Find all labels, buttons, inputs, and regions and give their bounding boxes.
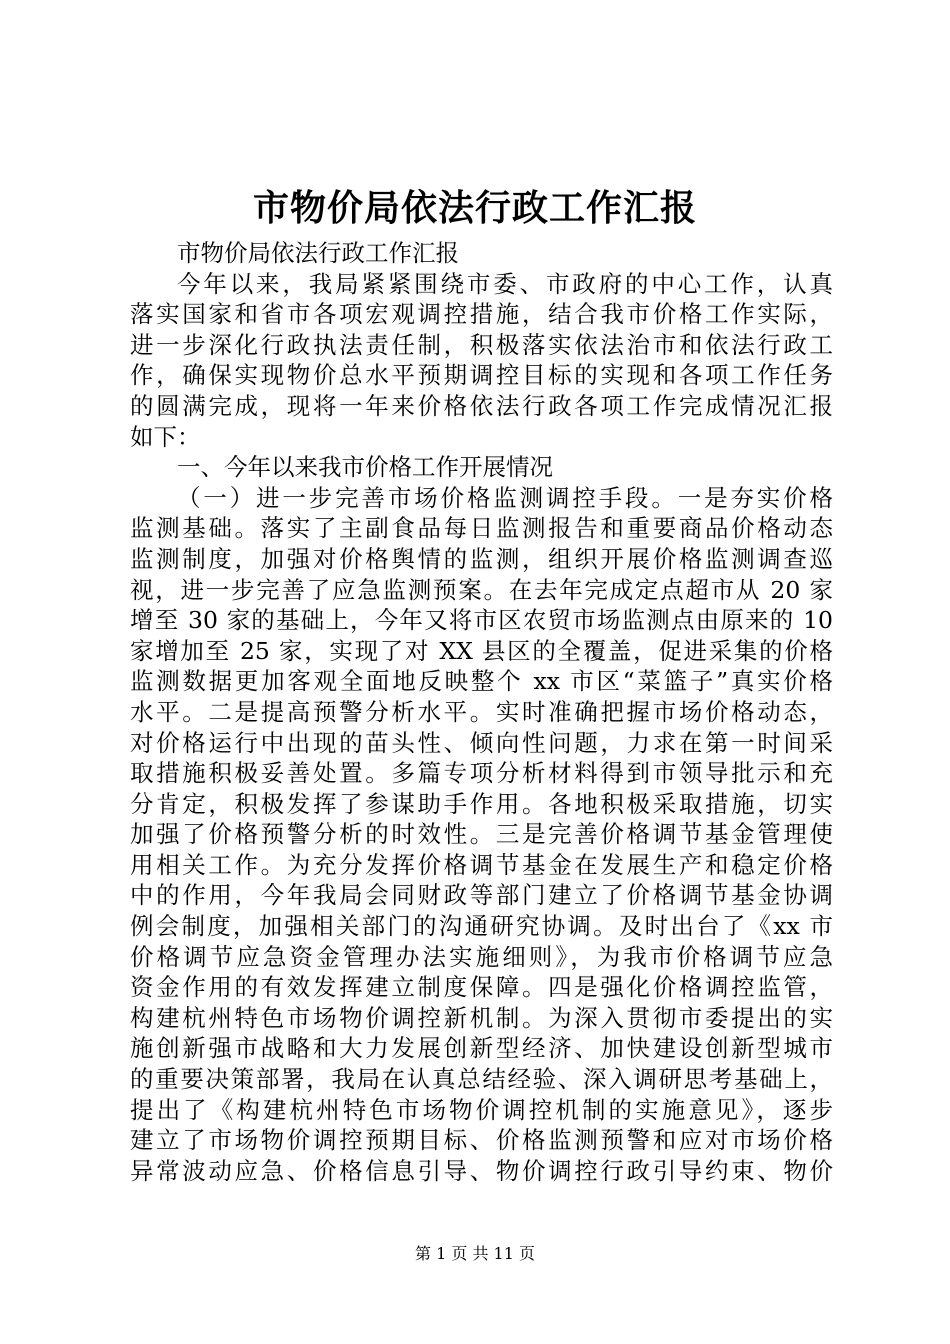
text-line: 提出了《构建杭州特色市场物价调控机制的实施意见》，逐步 bbox=[130, 1095, 833, 1124]
text-line: 进一步深化行政执法责任制，积极落实依法治市和依法行政工 bbox=[130, 330, 833, 359]
text-line: 的重要决策部署，我局在认真总结经验、深入调研思考基础上， bbox=[130, 1065, 833, 1094]
text-line: 如下： bbox=[130, 422, 201, 451]
document-title: 市物价局依法行政工作汇报 bbox=[252, 187, 697, 229]
text-line: 增至 30 家的基础上，今年又将市区农贸市场监测点由原来的 10 bbox=[130, 606, 833, 635]
text-line: 落实国家和省市各项宏观调控措施，结合我市价格工作实际， bbox=[130, 300, 833, 329]
text-line: 对价格运行中出现的苗头性、倾向性问题，力求在第一时间采 bbox=[130, 728, 833, 757]
text-line: 分肯定，积极发挥了参谋助手作用。各地积极采取措施，切实 bbox=[130, 789, 833, 818]
text-line: 监测数据更加客观全面地反映整个 xx 市区“菜篮子”真实价格 bbox=[130, 667, 833, 696]
text-line: 资金作用的有效发挥建立制度保障。四是强化价格调控监管， bbox=[130, 973, 833, 1002]
text-line: （一）进一步完善市场价格监测调控手段。一是夯实价格 bbox=[177, 483, 833, 512]
text-line: 施创新强市战略和大力发展创新型经济、加快建设创新型城市 bbox=[130, 1034, 833, 1063]
text-line: 例会制度，加强相关部门的沟通研究协调。及时出台了《xx 市 bbox=[130, 912, 833, 941]
text-line: 今年以来，我局紧紧围绕市委、市政府的中心工作，认真 bbox=[177, 269, 833, 298]
text-line: 水平。二是提高预警分析水平。实时准确把握市场价格动态， bbox=[130, 697, 833, 726]
text-line: 视，进一步完善了应急监测预案。在去年完成定点超市从 20 家 bbox=[130, 575, 833, 604]
text-line: 一、今年以来我市价格工作开展情况 bbox=[177, 453, 553, 482]
text-line: 市物价局依法行政工作汇报 bbox=[177, 239, 459, 267]
text-line: 监测制度，加强对价格舆情的监测，组织开展价格监测调查巡 bbox=[130, 544, 833, 573]
text-line: 监测基础。落实了主副食品每日监测报告和重要商品价格动态 bbox=[130, 514, 833, 543]
text-line: 中的作用，今年我局会同财政等部门建立了价格调节基金协调 bbox=[130, 881, 833, 910]
text-line: 加强了价格预警分析的时效性。三是完善价格调节基金管理使 bbox=[130, 820, 833, 849]
text-line: 建立了市场物价调控预期目标、价格监测预警和应对市场价格 bbox=[130, 1126, 833, 1155]
text-line: 异常波动应急、价格信息引导、物价调控行政引导约束、物价 bbox=[130, 1156, 833, 1185]
text-line: 构建杭州特色市场物价调控新机制。为深入贯彻市委提出的实 bbox=[130, 1003, 833, 1032]
page-footer: 第 1 页 共 11 页 bbox=[415, 1244, 535, 1263]
text-line: 用相关工作。为充分发挥价格调节基金在发展生产和稳定价格 bbox=[130, 850, 833, 879]
document-body bbox=[130, 238, 833, 1186]
text-line: 价格调节应急资金管理办法实施细则》，为我市价格调节应急 bbox=[130, 942, 833, 971]
text-line: 的圆满完成，现将一年来价格依法行政各项工作完成情况汇报 bbox=[130, 391, 833, 420]
text-line: 家增加至 25 家，实现了对 XX 县区的全覆盖，促进采集的价格 bbox=[130, 636, 833, 665]
text-line: 作，确保实现物价总水平预期调控目标的实现和各项工作任务 bbox=[130, 361, 833, 390]
text-line: 取措施积极妥善处置。多篇专项分析材料得到市领导批示和充 bbox=[130, 759, 833, 788]
